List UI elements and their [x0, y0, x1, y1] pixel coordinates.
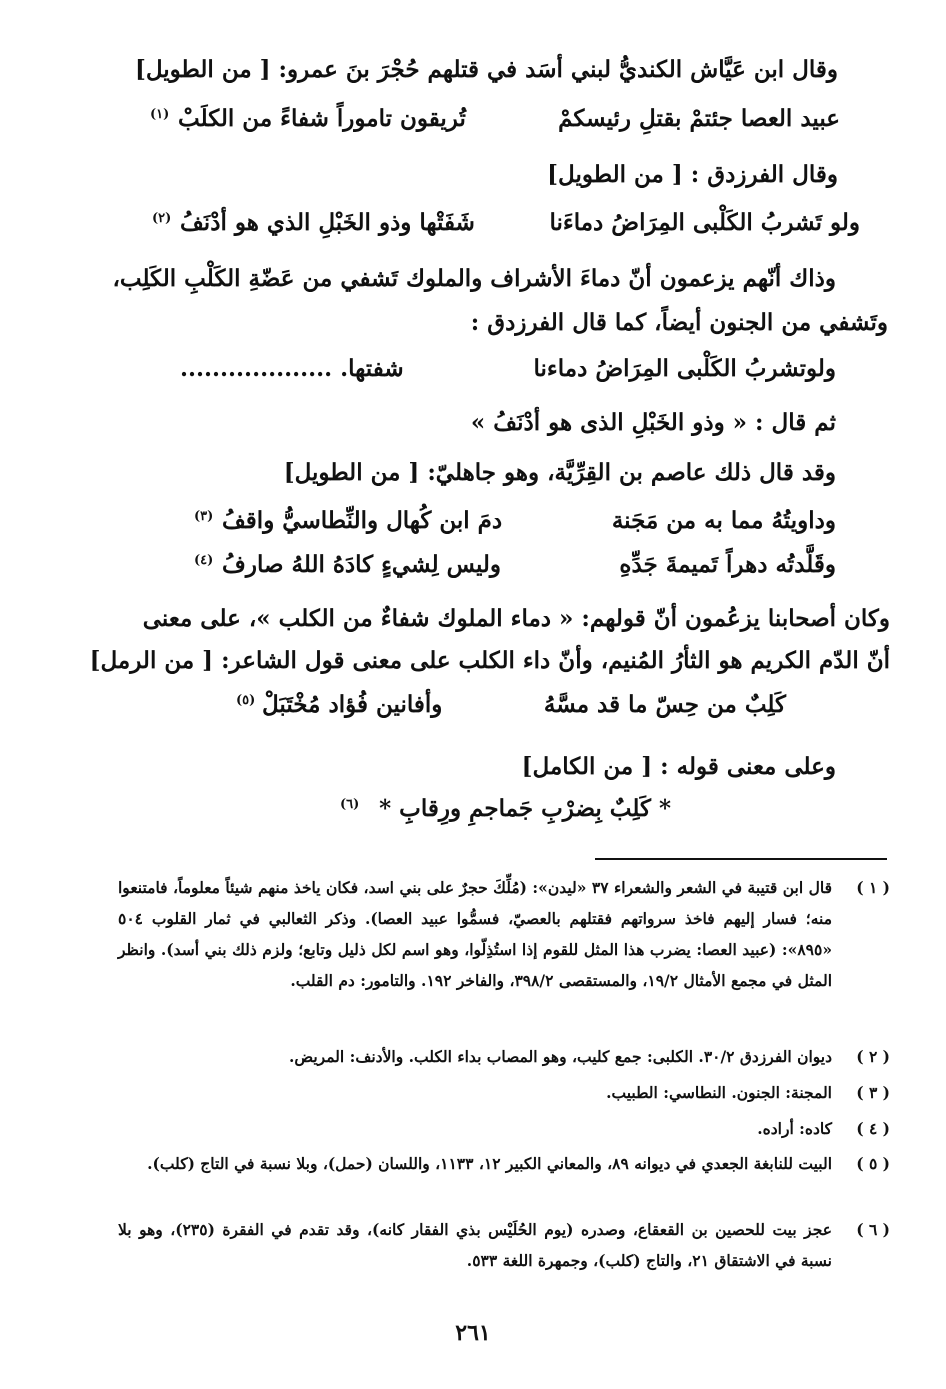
footnote-number: ( ٥ ): [856, 1154, 890, 1173]
footnote-text: ديوان الفرزدق ٣٠/٢. الكلبى: جمع كليب، وهو المصاب بداء الكلب. والأدنف: المريض.: [288, 1047, 832, 1066]
footnote-marker: (٦): [340, 797, 360, 812]
verse-hemistich: ولوتشربُ الكَلْبى المِرَاضُ دماءنا: [533, 355, 836, 382]
text-line: وذاك أنّهم يزعمون أنّ دماءَ الأشراف والملوك تَشفي من عَضّةِ الكَلْبِ الكَلِب،: [112, 265, 836, 292]
footnote-marker: (٣): [194, 509, 214, 524]
text-line: وعلى معنى قوله : [ من الكامل]: [521, 753, 836, 780]
verse-hemistich: وقَلَّدتُه دهراً تَميمةَ جَدِّهِ: [619, 551, 836, 578]
verse: [0, 104, 946, 134]
footnote: [118, 1077, 890, 1108]
verse-hemistich: شفتها. ...................: [180, 355, 404, 382]
verse-hemistich: دمَ ابن كُهال والنِّطاسيُّ واقفُ: [222, 507, 503, 534]
footnote-marker: (٥): [236, 693, 256, 708]
footnote-number: ( ٤ ): [856, 1119, 890, 1138]
verse: [0, 794, 946, 824]
text-line: وقال الفرزدق : [ من الطويل]: [547, 161, 838, 188]
text-line: وكان أصحابنا يزعُمون أنّ قولهم: « دماء الملوك شفاءٌ من الكلب »، على معنى: [142, 605, 890, 632]
verse-hemistich: تُريقون تاموراً شفاءً من الكلَبْ: [178, 105, 466, 132]
text-line: أنّ الدّم الكريم هو الثأرُ المُنيم، وأنّ داء الكلب على معنى قول الشاعر: [ من الرمل]: [89, 647, 890, 674]
verse-hemistich: وليس لِشيءٍ كادَهُ اللهُ صارفُ: [222, 551, 501, 578]
footnote-text: المجنة: الجنون. النطاسي: الطبيب.: [606, 1083, 832, 1102]
text-line: وتَشفي من الجنون أيضاً، كما قال الفرزدق :: [470, 309, 888, 336]
footnote-marker: (٢): [152, 211, 172, 226]
page-number: ٢٦١: [455, 1320, 491, 1346]
verse-hemistich: عبيد العصا جئتمْ بقتلِ رئيسكمْ: [558, 105, 840, 132]
footnote: [118, 1214, 890, 1276]
verse: [0, 690, 946, 720]
verse: [0, 506, 946, 536]
verse-hemistich: شَفَتْها وذو الخَبْلِ الذي هو أدْنَفُ: [180, 209, 475, 236]
footnote: [118, 872, 890, 996]
verse-hemistich: ولو تَشربُ الكَلْبى المِرَاضُ دماءَنا: [549, 209, 860, 236]
footnote-number: ( ٦ ): [856, 1220, 890, 1239]
footnote: [118, 1148, 890, 1179]
footnote-number: ( ٣ ): [856, 1083, 890, 1102]
footnote-text: عجز بيت للحصين بن القعقاع، وصدره (يوم الحُلَيْس بذي الفقار كانه)، وقد تقدم في الفقرة (٢٣٥)، وهو بلا نسبة في الاشتقاق ٢١، والتاج (كلب)، وجمهرة اللغة ٥٣٣.: [118, 1220, 832, 1270]
text-line: وقد قال ذلك عاصم بن القِرِّيَّة، وهو جاهليّ: [ من الطويل]: [283, 459, 836, 486]
text-line: وقال ابن عَيَّاش الكنديُّ لبني أسَد في قتلهم حُجْرَ بنَ عمرو: [ من الطويل]: [134, 56, 838, 83]
footnote-number: ( ١ ): [856, 878, 890, 897]
footnote-marker: (١): [150, 107, 170, 122]
verse-hemistich: * كَلِبٌ بِضرْبِ جَماجمِ ورِقابِ *: [379, 795, 671, 822]
footnote-number: ( ٢ ): [856, 1047, 890, 1066]
footnote-text: كاده: أراده.: [757, 1119, 832, 1138]
footnote-marker: (٤): [194, 553, 214, 568]
footnote: [118, 1113, 890, 1144]
verse-hemistich: كَلِبٌ من حِسّ ما قد مسَّهُ: [543, 691, 786, 718]
verse-hemistich: وداويتُهُ مما به من مَجَنة: [611, 507, 836, 534]
text-line: ثم قال : « وذو الخَبْلِ الذى هو أدْنَفُ »: [470, 409, 836, 436]
footnote: [118, 1041, 890, 1072]
verse: [0, 208, 946, 238]
verse-hemistich: وأفانين فُؤاد مُخْتَبَلْ: [262, 691, 443, 718]
footnote-text: البيت للنابغة الجعدي في ديوانه ٨٩، والمعاني الكبير ١٢، ١١٣٣، واللسان (حمل)، وبلا نسبة في التاج (كلب).: [147, 1154, 832, 1173]
verse: [0, 550, 946, 580]
footnote-text: قال ابن قتيبة في الشعر والشعراء ٣٧ «ليدن»: (مُلِّكَ حجرٌ على بني اسد، فكان ياخذ منهم شيئاً معلوماً، فامتنعوا منه؛ فسار إليهم فاخذ سرواتهم فقتلهم بالعصيّ، فسمُّوا عبيد العصا). وذكر الثعالبي في ثمار القلوب ٥٠٤ «٨٩٥»: (عبيد العصا: يضرب هذا المثل للقوم إذا استُذِلّوا، وهو اسم لكل ذليل وتابع؛ ولزم ذلك بني أسد). وانظر المثل في مجمع الأمثال ١٩/٢، والمستقصى ٣٩٨/٢، والفاخر ١٩٢. والتامور: دم القلب.: [118, 878, 832, 990]
footnote-separator: [595, 858, 887, 860]
verse: [0, 354, 946, 384]
